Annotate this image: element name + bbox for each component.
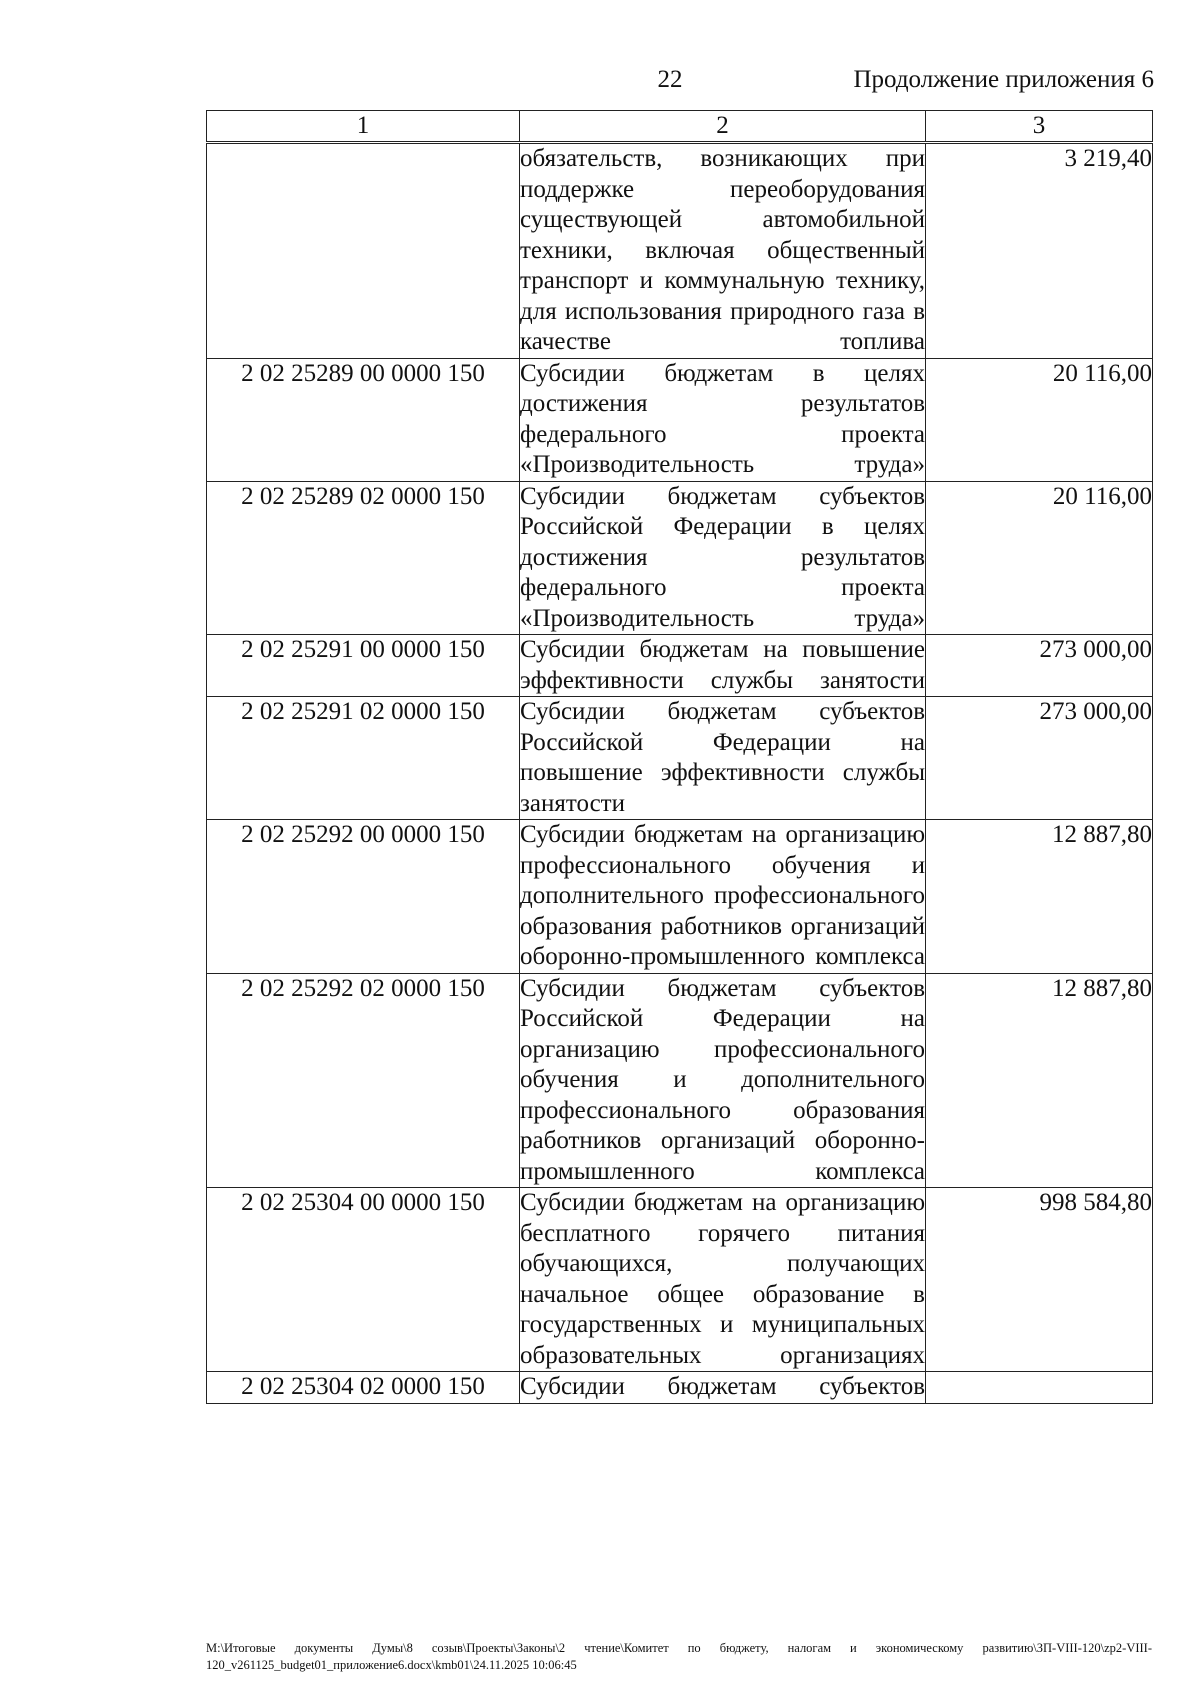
table-row bbox=[207, 143, 1153, 359]
table-row bbox=[207, 635, 1153, 697]
table-header-row bbox=[207, 111, 1153, 143]
appendix-continuation-title: Продолжение приложения 6 bbox=[853, 66, 1154, 93]
table-row bbox=[207, 820, 1153, 974]
row-name: Субсидии бюджетам на организацию профессионального обучения и дополнительного профессионального образования работников организаций оборонно-промышленного комплекса bbox=[520, 820, 926, 974]
row-code: 2 02 25292 02 0000 150 bbox=[207, 973, 520, 1188]
table-row bbox=[207, 1372, 1153, 1404]
row-amount: 998 584,80 bbox=[926, 1188, 1153, 1372]
row-name: Субсидии бюджетам субъектов Российской Федерации на повышение эффективности службы занятости bbox=[520, 697, 926, 820]
row-code: 2 02 25291 00 0000 150 bbox=[207, 635, 520, 697]
row-code: 2 02 25304 02 0000 150 bbox=[207, 1372, 520, 1404]
column-header-3: 3 bbox=[926, 111, 1153, 143]
row-code: 2 02 25289 00 0000 150 bbox=[207, 358, 520, 481]
table-row bbox=[207, 481, 1153, 635]
row-name: Субсидии бюджетам субъектов bbox=[520, 1372, 926, 1404]
row-name: Субсидии бюджетам в целях достижения результатов федерального проекта «Производительность труда» bbox=[520, 358, 926, 481]
row-name: Субсидии бюджетам субъектов Российской Федерации на организацию профессионального обучения и дополнительного профессионального образования работников организаций оборонно-промышленного комплекса bbox=[520, 973, 926, 1188]
row-name: Субсидии бюджетам субъектов Российской Федерации в целях достижения результатов федерального проекта «Производительность труда» bbox=[520, 481, 926, 635]
row-code bbox=[207, 143, 520, 359]
column-header-2: 2 bbox=[520, 111, 926, 143]
row-name: Субсидии бюджетам на повышение эффективности службы занятости bbox=[520, 635, 926, 697]
table-row bbox=[207, 1188, 1153, 1372]
document-file-path: M:\Итоговые документы Думы\8 созыв\Проекты\Законы\2 чтение\Комитет по бюджету, налогам и экономическому развитию\ЗП-VIII-120\zp2-VIII-120_v261125_budget01_приложение6.docx\kmb01\24.11.2025 10:06:45 bbox=[206, 1641, 1152, 1672]
column-header-1: 1 bbox=[207, 111, 520, 143]
row-amount: 12 887,80 bbox=[926, 820, 1153, 974]
row-amount: 273 000,00 bbox=[926, 635, 1153, 697]
row-name: Субсидии бюджетам на организацию бесплатного горячего питания обучающихся, получающих начальное общее образование в государственных и муниципальных образовательных организациях bbox=[520, 1188, 926, 1372]
row-amount bbox=[926, 1372, 1153, 1404]
table-row bbox=[207, 358, 1153, 481]
row-code: 2 02 25291 02 0000 150 bbox=[207, 697, 520, 820]
row-amount: 12 887,80 bbox=[926, 973, 1153, 1188]
budget-table bbox=[206, 110, 1153, 1404]
row-amount: 3 219,40 bbox=[926, 143, 1153, 359]
page-number: 22 bbox=[657, 66, 683, 93]
table-row bbox=[207, 973, 1153, 1188]
row-amount: 20 116,00 bbox=[926, 358, 1153, 481]
row-code: 2 02 25289 02 0000 150 bbox=[207, 481, 520, 635]
table-row bbox=[207, 697, 1153, 820]
row-amount: 20 116,00 bbox=[926, 481, 1153, 635]
row-amount: 273 000,00 bbox=[926, 697, 1153, 820]
row-code: 2 02 25304 00 0000 150 bbox=[207, 1188, 520, 1372]
row-code: 2 02 25292 00 0000 150 bbox=[207, 820, 520, 974]
row-name: обязательств, возникающих при поддержке переоборудования существующей автомобильной техники, включая общественный транспорт и коммунальную технику, для использования природного газа в качестве топлива bbox=[520, 143, 926, 359]
